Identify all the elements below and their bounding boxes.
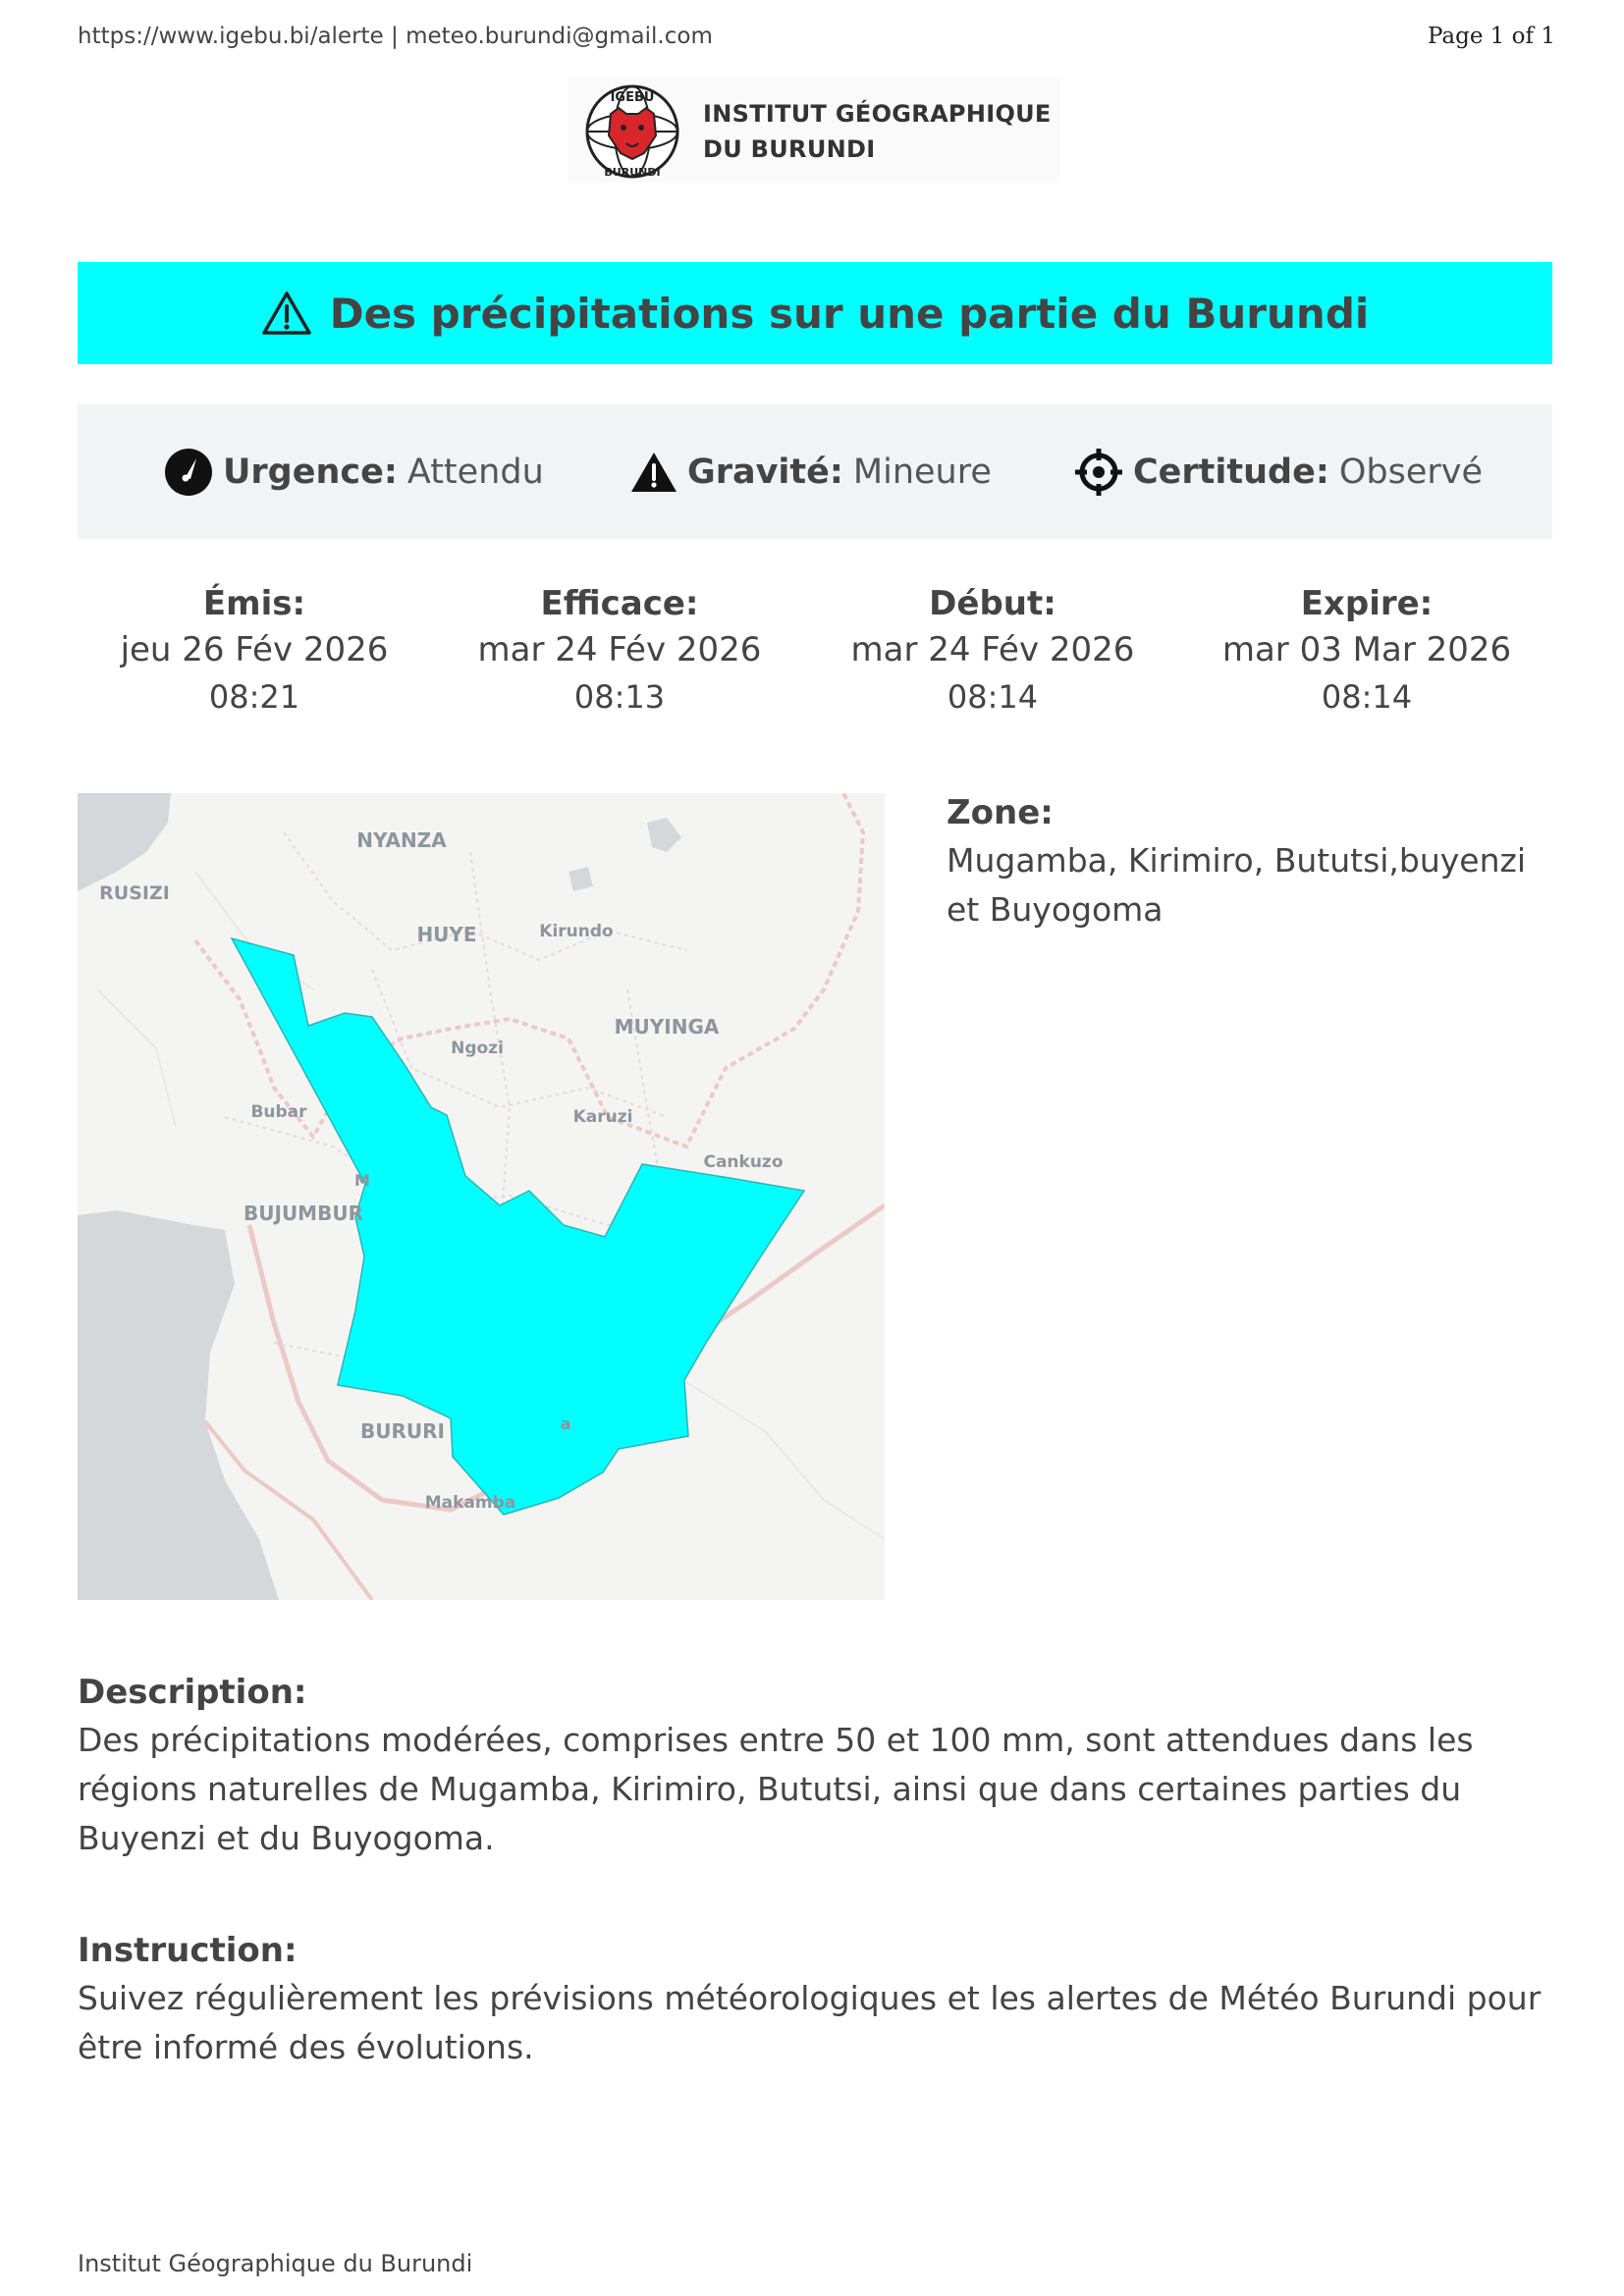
- issued-label: Émis:: [202, 584, 306, 623]
- alert-banner: [78, 262, 1552, 364]
- severity-item: [630, 448, 992, 497]
- urgency-value: Attendu: [406, 453, 544, 492]
- effective-label: Efficace:: [540, 584, 699, 623]
- warning-filled-icon: [630, 451, 677, 494]
- footer: Institut Géographique du Burundi: [78, 2250, 473, 2277]
- map-label-rutana: a: [560, 1415, 571, 1433]
- expiry-time: 08:14: [1321, 678, 1413, 716]
- gauge-icon: [164, 448, 213, 497]
- description-label: Description:: [78, 1673, 307, 1712]
- issued-time: 08:21: [208, 678, 300, 716]
- onset-date: [811, 581, 1174, 721]
- warning-triangle-icon: [261, 291, 312, 336]
- map-label-karuzi: Karuzi: [572, 1107, 633, 1127]
- map-label-nyanza: NYANZA: [356, 828, 447, 852]
- expiry-date: [1185, 581, 1548, 721]
- effective-day: mar 24 Fév 2026: [477, 630, 762, 669]
- urgency-label: Urgence:: [223, 453, 398, 492]
- crosshair-icon: [1074, 448, 1123, 497]
- certainty-item: [1074, 448, 1483, 497]
- onset-label: Début:: [929, 584, 1056, 623]
- logo-line-1: INSTITUT GÉOGRAPHIQUE: [703, 100, 1052, 128]
- map-label-muyinga: MUYINGA: [614, 1015, 720, 1039]
- leopard-seal-icon: [581, 80, 683, 183]
- seal-bottom-text: BURUNDI: [604, 166, 661, 179]
- map-label-cankuzo: Cankuzo: [703, 1152, 784, 1172]
- map-label-huye: HUYE: [416, 923, 477, 946]
- zone-section: [947, 789, 1555, 934]
- instruction-text: Suivez régulièrement les prévisions météorologiques et les alertes de Météo Burundi pour être informé des évolutions.: [78, 1979, 1542, 2066]
- alert-title: Des précipitations sur une partie du Burundi: [329, 289, 1370, 338]
- alert-map: [78, 793, 885, 1600]
- effective-date: [438, 581, 801, 721]
- map-label-muramvya: M: [354, 1171, 370, 1190]
- instruction-section: [78, 1927, 1560, 2072]
- effective-time: 08:13: [573, 678, 666, 716]
- header-contact: https://www.igebu.bi/alerte | meteo.burundi@gmail.com: [78, 24, 713, 49]
- map-label-bujumbura: BUJUMBUR: [244, 1201, 363, 1225]
- map-label-ngozi: Ngozi: [451, 1039, 504, 1058]
- description-text: Des précipitations modérées, comprises entre 50 et 100 mm, sont attendues dans les régions naturelles de Mugamba, Kirimiro, Bututsi, ainsi que dans certaines parties du Buyenzi et du Buyogoma.: [78, 1721, 1474, 1857]
- certainty-label: Certitude:: [1133, 453, 1329, 492]
- onset-day: mar 24 Fév 2026: [850, 630, 1135, 669]
- alert-meta: [78, 404, 1552, 539]
- description-section: [78, 1669, 1560, 1863]
- certainty-value: Observé: [1338, 453, 1484, 492]
- logo-line-2: DU BURUNDI: [703, 135, 876, 163]
- seal-top-text: IGEBU: [610, 90, 655, 105]
- expiry-day: mar 03 Mar 2026: [1221, 630, 1512, 669]
- zone-text: Mugamba, Kirimiro, Bututsi,buyenzi et Buyogoma: [947, 841, 1527, 929]
- severity-value: Mineure: [852, 453, 992, 492]
- onset-time: 08:14: [947, 678, 1039, 716]
- instruction-label: Instruction:: [78, 1931, 298, 1970]
- severity-label: Gravité:: [687, 453, 843, 492]
- map-label-kirundo: Kirundo: [539, 922, 614, 941]
- page-number: Page 1 of 1: [1427, 24, 1555, 49]
- urgency-item: [164, 448, 544, 497]
- map-label-bubanza: Bubar: [250, 1102, 307, 1122]
- expiry-label: Expire:: [1300, 584, 1434, 623]
- logo-title: [703, 96, 1052, 167]
- issued-date: [73, 581, 436, 721]
- zone-label: Zone:: [947, 793, 1054, 832]
- map-label-bururi: BURURI: [360, 1419, 445, 1443]
- map-label-makamba: Makamba: [424, 1493, 516, 1513]
- map-label-rusizi: RUSIZI: [99, 882, 170, 904]
- map-canvas: [78, 793, 885, 1600]
- issued-day: jeu 26 Fév 2026: [120, 630, 389, 669]
